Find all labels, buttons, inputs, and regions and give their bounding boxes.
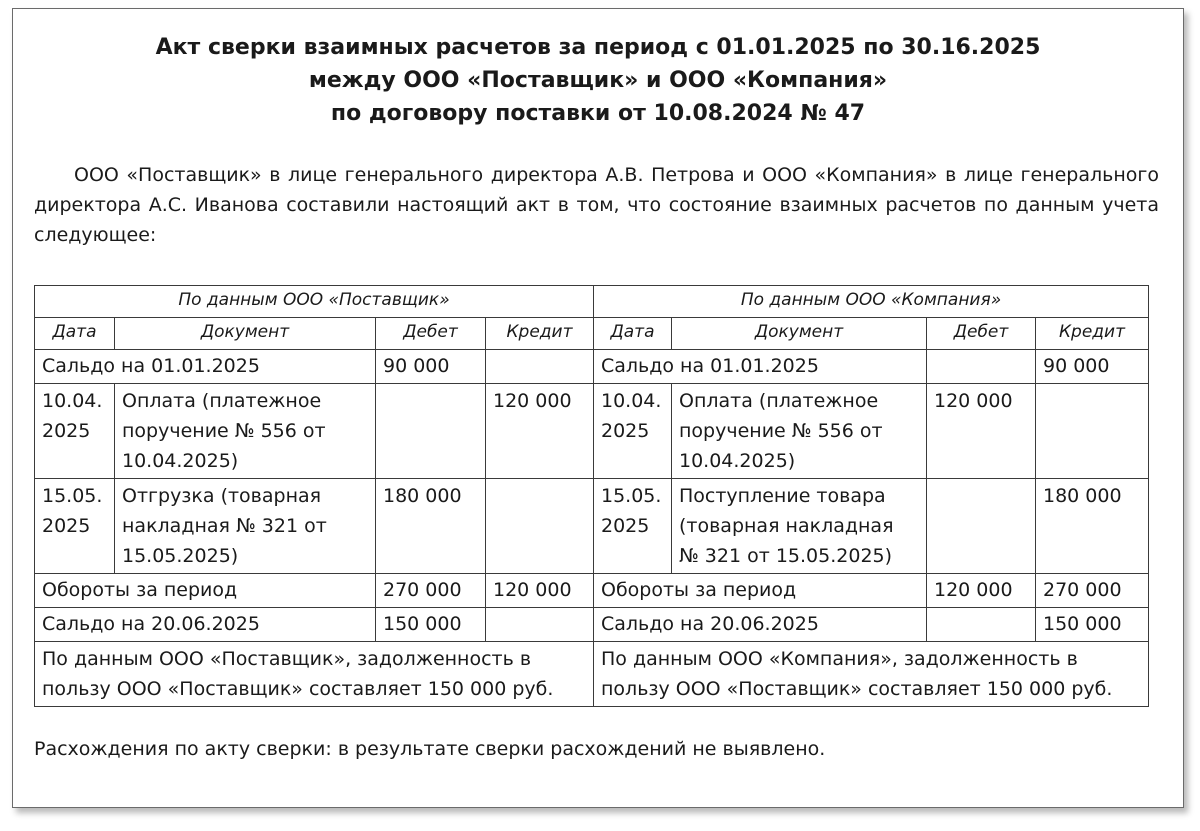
- company-entry-date: 10.04. 2025: [594, 384, 672, 479]
- table-row: [35, 479, 1149, 574]
- supplier-entry-credit: [486, 479, 594, 574]
- company-entry-date: 15.05. 2025: [594, 479, 672, 574]
- supplier-section-header: По данным ООО «Поставщик»: [35, 286, 594, 318]
- company-turnover-credit: 270 000: [1036, 574, 1149, 608]
- turnover-row: [35, 574, 1149, 608]
- company-entry-credit: [1036, 384, 1149, 479]
- intro-text: ООО «Поставщик» в лице генерального директора А.В. Петрова и ООО «Компания» в лице генерального директора А.С. Иванова составили настоящий акт в том, что состояние взаимных расчетов по данным учета следующее:: [34, 164, 1159, 246]
- company-entry-debit: [927, 479, 1036, 574]
- supplier-entry-document: Оплата (платежное поручение № 556 от 10.04.2025): [115, 384, 376, 479]
- act-title: [13, 31, 1183, 130]
- supplier-opening-debit: 90 000: [376, 350, 486, 384]
- company-entry-document: Оплата (платежное поручение № 556 от 10.04.2025): [672, 384, 927, 479]
- supplier-debit-header: Дебет: [376, 318, 486, 350]
- supplier-entry-debit: 180 000: [376, 479, 486, 574]
- company-opening-credit: 90 000: [1036, 350, 1149, 384]
- company-entry-credit: 180 000: [1036, 479, 1149, 574]
- company-closing-debit: [927, 608, 1036, 642]
- conclusion-row: [35, 642, 1149, 707]
- company-credit-header: Кредит: [1036, 318, 1149, 350]
- supplier-entry-date: 10.04. 2025: [35, 384, 115, 479]
- supplier-conclusion: По данным ООО «Поставщик», задолженность в пользу ООО «Поставщик» составляет 150 000 руб.: [35, 642, 594, 707]
- supplier-entry-date: 15.05. 2025: [35, 479, 115, 574]
- supplier-credit-header: Кредит: [486, 318, 594, 350]
- supplier-turnover-label: Обороты за период: [35, 574, 376, 608]
- company-conclusion: По данным ООО «Компания», задолженность в пользу ООО «Поставщик» составляет 150 000 руб.: [594, 642, 1149, 707]
- supplier-date-header: Дата: [35, 318, 115, 350]
- table-column-header-row: [35, 318, 1149, 350]
- supplier-turnover-credit: 120 000: [486, 574, 594, 608]
- reconciliation-table: [34, 285, 1149, 707]
- company-document-header: Документ: [672, 318, 927, 350]
- table-section-header-row: [35, 286, 1149, 318]
- company-entry-debit: 120 000: [927, 384, 1036, 479]
- document-page: [12, 8, 1184, 808]
- company-section-header: По данным ООО «Компания»: [594, 286, 1149, 318]
- title-line-1: Акт сверки взаимных расчетов за период с 01.01.2025 по 30.16.2025: [155, 35, 1041, 60]
- title-line-2: между ООО «Поставщик» и ООО «Компания»: [308, 68, 888, 93]
- company-opening-debit: [927, 350, 1036, 384]
- supplier-closing-credit: [486, 608, 594, 642]
- company-entry-document: Поступление товара (товарная накладная № 321 от 15.05.2025): [672, 479, 927, 574]
- company-turnover-debit: 120 000: [927, 574, 1036, 608]
- supplier-turnover-debit: 270 000: [376, 574, 486, 608]
- company-opening-label: Сальдо на 01.01.2025: [594, 350, 927, 384]
- company-debit-header: Дебет: [927, 318, 1036, 350]
- supplier-entry-document: Отгрузка (товарная накладная № 321 от 15.05.2025): [115, 479, 376, 574]
- company-turnover-label: Обороты за период: [594, 574, 927, 608]
- company-closing-credit: 150 000: [1036, 608, 1149, 642]
- supplier-entry-credit: 120 000: [486, 384, 594, 479]
- closing-balance-row: [35, 608, 1149, 642]
- supplier-closing-label: Сальдо на 20.06.2025: [35, 608, 376, 642]
- company-closing-label: Сальдо на 20.06.2025: [594, 608, 927, 642]
- discrepancy-statement: Расхождения по акту сверки: в результате сверки расхождений не выявлено.: [34, 738, 826, 760]
- supplier-document-header: Документ: [115, 318, 376, 350]
- intro-paragraph: [34, 160, 1159, 250]
- title-line-3: по договору поставки от 10.08.2024 № 47: [330, 101, 866, 126]
- supplier-entry-debit: [376, 384, 486, 479]
- table-row: [35, 384, 1149, 479]
- supplier-opening-credit: [486, 350, 594, 384]
- supplier-closing-debit: 150 000: [376, 608, 486, 642]
- company-date-header: Дата: [594, 318, 672, 350]
- opening-balance-row: [35, 350, 1149, 384]
- supplier-opening-label: Сальдо на 01.01.2025: [35, 350, 376, 384]
